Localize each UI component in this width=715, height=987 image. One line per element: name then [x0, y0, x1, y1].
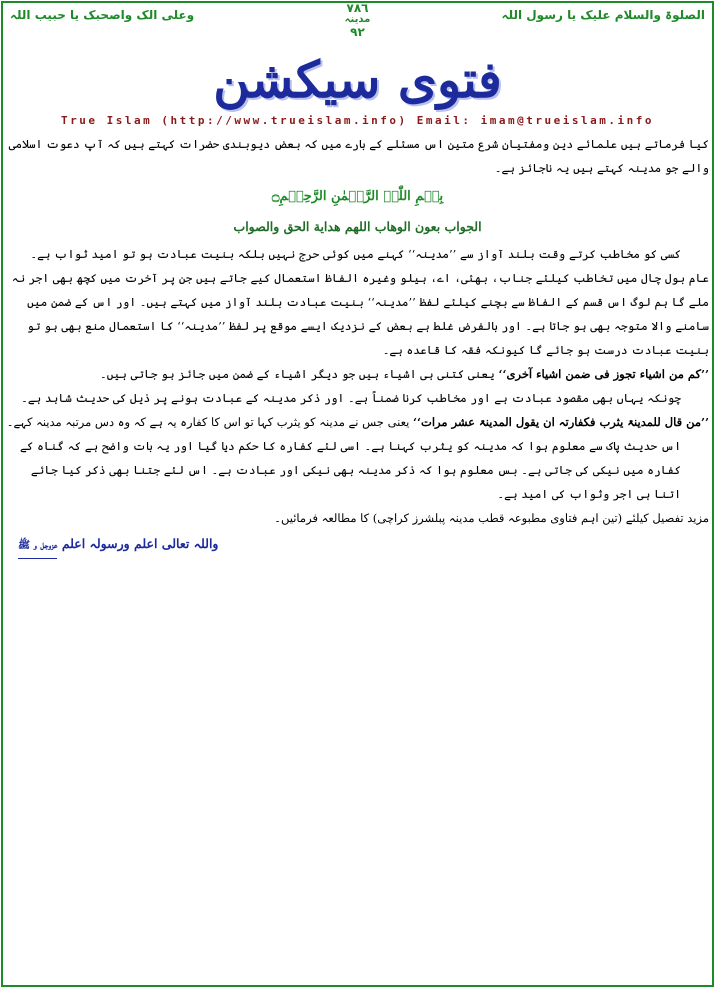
header-salutation-left: وعلی الک واصحبک یا حبیب اللہ [10, 8, 195, 22]
answer-paragraph-2: عام بول چال میں تخاطب کیلئے جناب، بھئی، اے، ہیلو وغیرہ الفاظ استعمال کیے جاتے ہیں جن پر آخرت میں کچھ بھی اجر نہ ملے گا ہم لوگ اس قسم کے الفاظ سے بچنے کیلئے لفظ ’’مدینہ‘‘ بنیت عبادت بلند آواز میں کہتے ہیں۔ اور اس کے ضمن میں سامنے والا متوجہ بھی ہو جاتا ہے۔ اور بالفرض غلط ہے بعض کے نزدیک ایسے موقع پر لفظ ’’مدینہ‘‘ کا استعمال منع بھی ہو تو بنیت عبادت درست ہو جائے گا کیونکہ فقہ کا قاعدہ ہے۔ [11, 271, 709, 357]
closing-line [6, 532, 709, 559]
header-number-92: ۹۲ [350, 25, 365, 39]
header-salutation-right: الصلوۃ والسلام علیک یا رسول اللہ [501, 8, 705, 22]
hadith-urdu: یعنی جس نے مدینہ کو یثرب کہا تو اس کا کفارہ یہ ہے کہ وہ دس مرتبہ مدینہ کہے۔ [6, 415, 410, 429]
answer-paragraph-1: کسی کو مخاطب کرتے وقت بلند آواز سے ’’مدینہ‘‘ کہنے میں کوئی حرج نہیں بلکہ بنیت عبادت ہو تو امید ثواب ہے۔ [30, 247, 681, 261]
fatwa-body [6, 132, 709, 559]
basmala: بِسۡمِ اللّٰہِ الرَّحۡمٰنِ الرَّحِیۡمِ۝ [271, 189, 444, 204]
honorific-seal: عزوجل و ﷺ [18, 534, 57, 559]
answer-paragraph-5: مزید تفصیل کیلئے (تین اہم فتاوی مطبوعہ قطب مدینہ پبلشرز کراچی) کا مطالعہ فرمائیں۔ [274, 511, 709, 525]
rule-line [6, 362, 709, 386]
answer-heading: الجواب بعون الوهاب اللهم هداية الحق والصواب [233, 219, 482, 234]
rule-arabic: ’’کم من اشیاء تجوز فی ضمن اشیاء آخری‘‘ [498, 367, 709, 381]
rule-urdu: یعنی کتنی ہی اشیاء ہیں جو دیگر اشیاء کے ضمن میں جائز ہو جاتی ہیں۔ [99, 367, 495, 381]
answer-paragraph-4: اس حدیث پاک سے معلوم ہوا کہ مدینہ کو یثرب کہنا ہے۔ اسی لئے کفارہ کا حکم دیا گیا اور یہ بات واضح ہے کہ گناہ کے کفارہ میں نیکی کی جاتی ہے۔ بس معلوم ہوا کہ ذکر مدینہ بھی نیکی اور عبادت ہے۔ اس لئے جتنا بھی ذکر کیا جائے اتنا ہی اجر وثواب کی امید ہے۔ [19, 439, 681, 501]
closing-formula: واللہ تعالی اعلم ورسولہ اعلم [61, 536, 219, 551]
hadith-arabic: ’’من قال للمدینۃ یثرب فکفارتہ ان یقول المدینۃ عشر مرات‘‘ [413, 415, 709, 429]
answer-paragraph-3: چونکہ یہاں بھی مقصود عبادت ہے اور مخاطب کرنا ضمناً ہے۔ اور ذکر مدینہ کے عبادت ہونے پر ذیل کی حدیث شاہد ہے۔ [21, 391, 681, 405]
header-number-badge [0, 2, 715, 38]
hadith-line [6, 410, 709, 434]
site-info-line: True Islam (http://www.trueislam.info) Email: imam@trueislam.info [61, 114, 654, 127]
header-madina-word: مدینہ [344, 14, 371, 25]
header-number-786: ۷۸٦ [346, 1, 369, 15]
page-title: فتوی سیکشن [213, 50, 502, 109]
question-text: کیا فرماتے ہیں علمائے دین ومفتیان شرع متین اس مسئلے کے بارے میں کہ بعض دیوبندی حضرات کہتے ہیں کہ آپ دعوت اسلامی والے جو مدینہ کہتے ہیں یہ ناجائز ہے۔ [8, 137, 709, 175]
